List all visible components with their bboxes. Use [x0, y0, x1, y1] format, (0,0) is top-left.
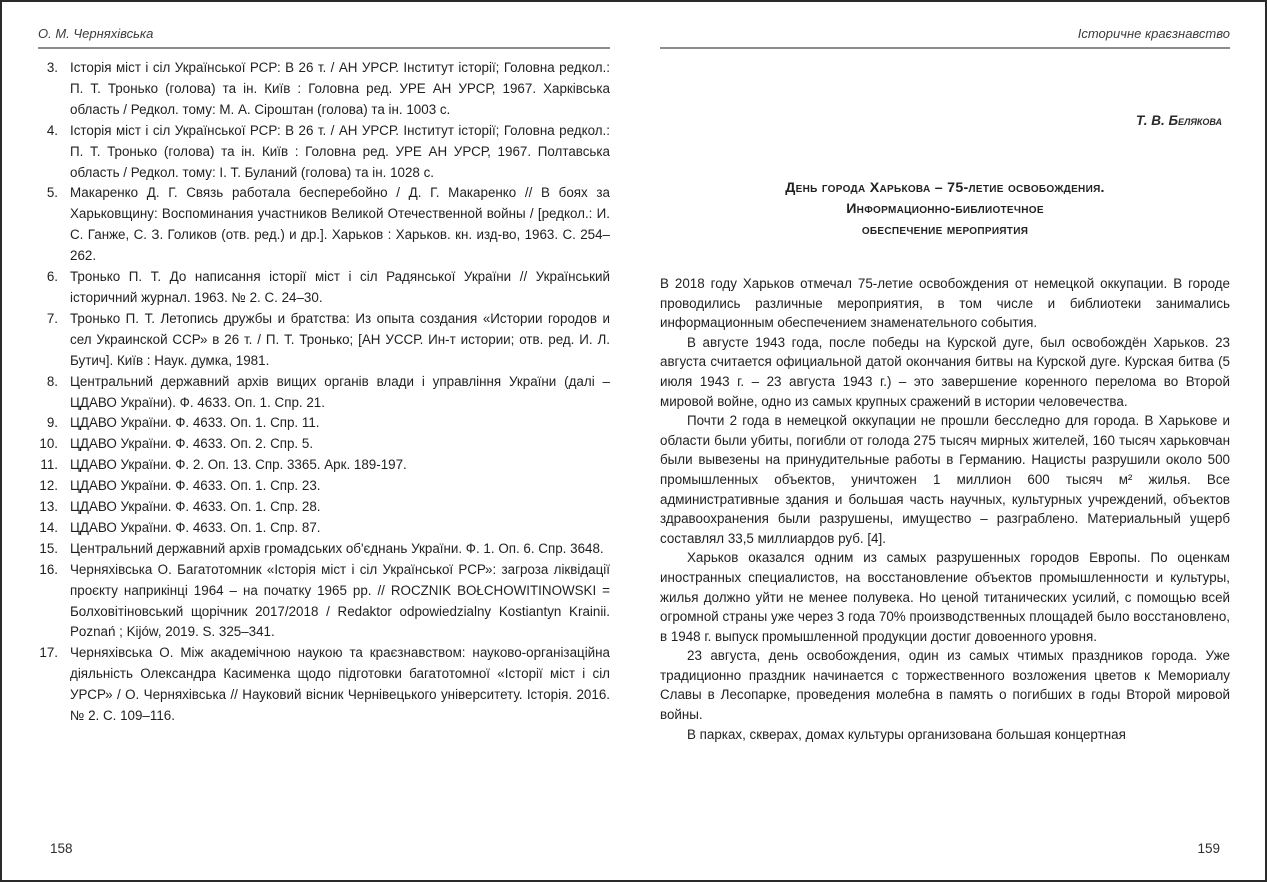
reference-number: 6.	[46, 269, 58, 285]
reference-text: Історія міст і сіл Української РСР: В 26 т. / АН УРСР. Інститут історії; Головна редкол.: П. Т. Тронько (голова) та ін. Київ : Головна ред. УРЕ АН УРСР, 1967. Полтавська область / Редкол. тому: І. Т. Буланий (голова) та ін. 1028 с.	[70, 122, 610, 180]
reference-item	[38, 434, 610, 455]
article-title-line: обеспечение мероприятия	[861, 222, 1029, 238]
reference-item	[38, 121, 610, 184]
reference-item	[38, 413, 610, 434]
reference-number: 8.	[46, 373, 58, 389]
reference-text: ЦДАВО України. Ф. 4633. Оп. 1. Спр. 28.	[70, 499, 321, 515]
reference-text: Черняхівська О. Багатотомник «Історія міст і сіл Української РСР»: загроза ліквідації проєкту наприкінці 1964 – на початку 1965 рр. // ROCZNIK BOŁCHOWITINOWSKI = Болховітіновський щорічник 2017/2018 / Redaktor odpowiedzialny Kostiantyn Krainii. Poznań ; Kijów, 2019. S. 325–341.	[70, 561, 610, 640]
running-header-left-text: О. М. Черняхівська	[38, 26, 154, 41]
reference-item	[38, 497, 610, 518]
article-title-line: День города Харькова – 75-летие освобождения.	[785, 180, 1105, 196]
reference-number: 16.	[39, 561, 58, 577]
references-list	[38, 58, 610, 727]
reference-item	[38, 560, 610, 644]
body-paragraph: Харьков оказался одним из самых разрушенных городов Европы. По оценкам иностранных специалистов, на восстановление объектов промышленности и культуры, жилья должно уйти не менее полувека. Но ценой титанических усилий, с помощью всей огромной страны уже через 3 года 70% производственных площадей было восстановлено, в 1948 г. выпуск промышленной продукции достиг довоенного уровня.	[660, 550, 1230, 644]
reference-text: ЦДАВО України. Ф. 4633. Оп. 1. Спр. 87.	[70, 519, 321, 535]
reference-item	[38, 58, 610, 121]
article-title-line: Информационно-библиотечное	[846, 201, 1044, 217]
reference-number: 14.	[39, 519, 58, 535]
left-page	[38, 26, 610, 856]
reference-item	[38, 539, 610, 560]
reference-number: 9.	[46, 415, 58, 431]
right-page	[660, 26, 1230, 856]
reference-item	[38, 518, 610, 539]
reference-item	[38, 309, 610, 372]
article-body	[660, 274, 1230, 744]
reference-item	[38, 372, 610, 414]
running-header-right-text: Історичне краєзнавство	[1077, 26, 1230, 41]
reference-number: 11.	[40, 457, 58, 473]
article-title	[670, 178, 1220, 241]
reference-number: 17.	[39, 645, 58, 661]
reference-text: Центральний державний архів громадських об'єднань України. Ф. 1. Оп. 6. Спр. 3648.	[70, 540, 604, 556]
reference-item	[38, 267, 610, 309]
article-author: Т. В. Белякова	[1136, 113, 1222, 128]
reference-number: 7.	[46, 310, 58, 326]
body-paragraph: В августе 1943 года, после победы на Курской дуге, был освобождён Харьков. 23 августа считается официальной датой окончания битвы на Курской дуге. Курская битва (5 июля 1943 г. – 23 августа 1943 г.) – это завершение коренного перелома во Второй мировой войне, одно из самых крупных сражений в истории человечества.	[660, 334, 1230, 409]
reference-text: Тронько П. Т. До написання історії міст і сіл Радянської України // Український історичний журнал. 1963. № 2. С. 24–30.	[70, 269, 610, 305]
reference-text: Макаренко Д. Г. Связь работала бесперебойно / Д. Г. Макаренко // В боях за Харьковщину: Воспоминания участников Великой Отечественной войны / [редкол.: И. С. Ганже, С. З. Голиков (отв. ред.) и др.]. Харьков : Харьков. кн. изд-во, 1963. С. 254–262.	[70, 185, 610, 264]
reference-number: 13.	[39, 499, 58, 515]
reference-text: ЦДАВО України. Ф. 4633. Оп. 1. Спр. 23.	[70, 478, 321, 494]
reference-number: 12.	[39, 478, 58, 494]
reference-item	[38, 476, 610, 497]
reference-text: ЦДАВО України. Ф. 2. Оп. 13. Спр. 3365. Арк. 189-197.	[70, 457, 407, 473]
reference-number: 10.	[39, 436, 58, 452]
running-header-left	[38, 26, 610, 49]
reference-number: 5.	[46, 185, 58, 201]
reference-text: ЦДАВО України. Ф. 4633. Оп. 1. Спр. 11.	[70, 415, 320, 431]
body-paragraph: В парках, скверах, домах культуры организована большая концертная	[687, 726, 1126, 742]
reference-text: Центральний державний архів вищих органів влади і управління України (далі – ЦДАВО України). Ф. 4633. Оп. 1. Спр. 21.	[70, 373, 610, 410]
body-paragraph: В 2018 году Харьков отмечал 75-летие освобождения от немецкой оккупации. В городе проводились различные мероприятия, в том числе и библиотеки занимались информационным обеспечением знаменательного события.	[660, 276, 1230, 331]
page-number-right: 159	[1197, 841, 1220, 856]
reference-item	[38, 643, 610, 727]
running-header-right	[660, 26, 1230, 49]
reference-text: Історія міст і сіл Української РСР: В 26 т. / АН УРСР. Інститут історії; Головна редкол.: П. Т. Тронько (голова) та ін. Київ : Головна ред. УРЕ АН УРСР, 1967. Харківська область / Редкол. тому: М. А. Сіроштан (голова) та ін. 1003 с.	[70, 60, 610, 117]
body-paragraph: Почти 2 года в немецкой оккупации не прошли бесследно для города. В Харькове и области были убиты, погибли от голода 275 тысяч мирных жителей, 160 тысяч харьковчан были вывезены на принудительные работы в Германию. Нацисты разрушили около 500 промышленных объектов, уничтожен 1 миллион 600 тысяч м² жилья. Все административные здания и большая часть научных, культурных учреждений, объектов здравоохранения были разрушены, имущество – разграблено. Материальный ущерб составлял 33,5 миллиардов руб. [4].	[660, 413, 1230, 546]
page-number-left: 158	[50, 841, 73, 856]
reference-item	[38, 455, 610, 476]
reference-text: Тронько П. Т. Летопись дружбы и братства: Из опыта создания «Истории городов и сел Украинской ССР» в 26 т. / П. Т. Тронько; [АН УССР. Ин-т истории; отв. ред. И. Л. Бутич]. Київ : Наук. думка, 1981.	[70, 310, 610, 368]
reference-text: ЦДАВО України. Ф. 4633. Оп. 2. Спр. 5.	[70, 436, 314, 452]
reference-number: 15.	[39, 540, 58, 556]
reference-text: Черняхівська О. Між академічною наукою та краєзнавством: науково-організаційна діяльність Олександра Касименка щодо підготовки багатотомної «Історії міст і сіл УРСР» / О. Черняхівська // Науковий вісник Чернівецького університету. Історія. 2016. № 2. С. 109–116.	[70, 645, 610, 724]
body-paragraph: 23 августа, день освобождения, один из самых чтимых праздников города. Уже традиционно праздник начинается с торжественного возложения цветов к Мемориалу Славы в Лесопарке, проведения молебна в память о погибших в годы Второй мировой войны.	[660, 648, 1230, 723]
reference-number: 3.	[46, 60, 58, 75]
reference-item	[38, 183, 610, 267]
reference-number: 4.	[46, 122, 58, 138]
